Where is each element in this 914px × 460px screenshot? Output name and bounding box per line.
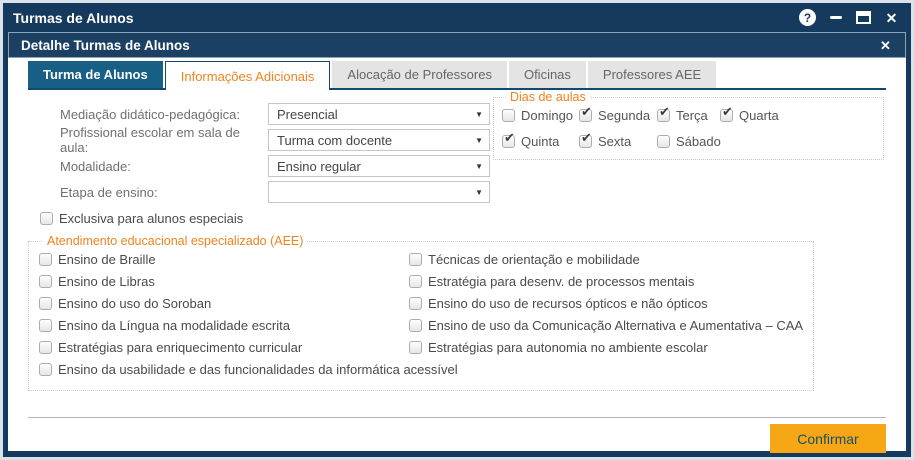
checkbox[interactable] bbox=[579, 135, 592, 148]
days-row-1 bbox=[502, 108, 875, 123]
profissional-select[interactable] bbox=[268, 129, 490, 151]
checkbox[interactable] bbox=[39, 275, 52, 288]
dias-de-aulas-group bbox=[493, 90, 884, 160]
tab-alocacao-de-professores[interactable]: Alocação de Professores bbox=[332, 61, 507, 88]
footer-divider bbox=[28, 417, 886, 418]
window-title: Turmas de Alunos bbox=[13, 9, 134, 26]
aee-checkbox-informatica-acessivel[interactable]: Ensino da usabilidade e das funcionalidades da informática acessível bbox=[39, 362, 409, 377]
checkbox[interactable] bbox=[39, 253, 52, 266]
aee-checkbox-lingua-escrita[interactable]: Ensino da Língua na modalidade escrita bbox=[39, 318, 409, 333]
exclusiva-checkbox-row[interactable] bbox=[40, 211, 886, 226]
checkbox[interactable] bbox=[502, 135, 515, 148]
select-value: Turma com docente bbox=[277, 132, 393, 148]
aee-checkbox-libras[interactable]: Ensino de Libras bbox=[39, 274, 409, 289]
close-icon: ✕ bbox=[885, 9, 898, 26]
mediacao-select[interactable] bbox=[268, 103, 490, 125]
checkbox[interactable] bbox=[409, 319, 422, 332]
chevron-down-icon: ▼ bbox=[475, 135, 483, 145]
aee-checkbox-enriquecimento[interactable]: Estratégias para enriquecimento curricular bbox=[39, 340, 409, 355]
checkbox[interactable] bbox=[39, 363, 52, 376]
day-checkbox-domingo[interactable]: Domingo bbox=[502, 108, 579, 123]
aee-checkbox-recursos-opticos[interactable]: Ensino do uso de recursos ópticos e não ópticos bbox=[409, 296, 803, 311]
checkbox[interactable] bbox=[657, 109, 670, 122]
checkbox[interactable] bbox=[39, 319, 52, 332]
restore-button[interactable] bbox=[854, 8, 873, 27]
select-value: Presencial bbox=[277, 106, 338, 122]
checkbox[interactable] bbox=[657, 135, 670, 148]
tab-strip bbox=[28, 61, 886, 90]
day-checkbox-quinta[interactable]: ✔ Quinta bbox=[502, 134, 579, 149]
aee-checkbox-autonomia[interactable]: Estratégias para autonomia no ambiente escolar bbox=[409, 340, 803, 355]
window-titlebar bbox=[3, 3, 911, 32]
form-section bbox=[28, 90, 886, 206]
checkbox[interactable] bbox=[40, 212, 53, 225]
restore-icon bbox=[856, 11, 871, 24]
day-checkbox-sabado[interactable]: Sábado bbox=[657, 134, 721, 149]
dialog-header bbox=[8, 32, 906, 58]
aee-checkbox-processos-mentais[interactable]: Estratégia para desenv. de processos mentais bbox=[409, 274, 803, 289]
confirm-button[interactable]: Confirmar bbox=[770, 424, 886, 453]
help-button[interactable] bbox=[798, 8, 817, 27]
close-icon: ✕ bbox=[880, 37, 891, 53]
checkbox[interactable] bbox=[579, 109, 592, 122]
days-row-2 bbox=[502, 134, 875, 149]
aee-checkbox-orientacao-mobilidade[interactable]: Técnicas de orientação e mobilidade bbox=[409, 252, 803, 267]
checkbox[interactable] bbox=[39, 297, 52, 310]
minimize-icon bbox=[830, 16, 842, 19]
modalidade-select[interactable] bbox=[268, 155, 490, 177]
aee-columns bbox=[39, 252, 803, 384]
aee-checkbox-braille[interactable]: Ensino de Braille bbox=[39, 252, 409, 267]
dialog-content bbox=[8, 58, 906, 451]
day-checkbox-sexta[interactable]: ✔ Sexta bbox=[579, 134, 657, 149]
field-label: Etapa de ensino: bbox=[60, 184, 158, 200]
aee-legend: Atendimento educacional especializado (AEE) bbox=[47, 234, 304, 248]
aee-column-left bbox=[39, 252, 458, 384]
field-row-etapa bbox=[28, 179, 886, 205]
field-label: Profissional escolar em sala de aula: bbox=[60, 125, 240, 155]
turmas-window bbox=[3, 3, 911, 457]
aee-checkbox-soroban[interactable]: Ensino do uso do Soroban bbox=[39, 296, 409, 311]
checkbox[interactable] bbox=[409, 275, 422, 288]
checkbox[interactable] bbox=[409, 297, 422, 310]
field-label: Mediação didático-pedagógica: bbox=[60, 106, 240, 122]
checkbox[interactable] bbox=[720, 109, 733, 122]
tab-turma-de-alunos[interactable]: Turma de Alunos bbox=[28, 61, 163, 88]
aee-column-right bbox=[409, 252, 803, 384]
dias-de-aulas-legend: Dias de aulas bbox=[510, 90, 586, 104]
etapa-select[interactable] bbox=[268, 181, 490, 203]
day-checkbox-quarta[interactable]: ✔ Quarta bbox=[720, 108, 779, 123]
checkbox[interactable] bbox=[409, 253, 422, 266]
minimize-button[interactable] bbox=[826, 8, 845, 27]
checkbox[interactable] bbox=[39, 341, 52, 354]
field-label: Modalidade: bbox=[60, 158, 131, 174]
chevron-down-icon: ▼ bbox=[475, 161, 483, 171]
chevron-down-icon: ▼ bbox=[475, 109, 483, 119]
aee-checkbox-caa[interactable]: Ensino de uso da Comunicação Alternativa e Aumentativa – CAA bbox=[409, 318, 803, 333]
checkbox[interactable] bbox=[502, 109, 515, 122]
aee-group bbox=[28, 234, 814, 391]
select-value: Ensino regular bbox=[277, 158, 361, 174]
dialog-title: Detalhe Turmas de Alunos bbox=[21, 37, 190, 53]
tab-informacoes-adicionais[interactable]: Informações Adicionais bbox=[165, 61, 331, 90]
checkbox[interactable] bbox=[409, 341, 422, 354]
exclusiva-label: Exclusiva para alunos especiais bbox=[59, 211, 244, 226]
close-window-button[interactable] bbox=[882, 8, 901, 27]
chevron-down-icon: ▼ bbox=[475, 187, 483, 197]
day-checkbox-terca[interactable]: ✔ Terça bbox=[657, 108, 720, 123]
close-dialog-button[interactable] bbox=[876, 36, 895, 55]
tab-oficinas[interactable]: Oficinas bbox=[509, 61, 586, 88]
window-controls bbox=[798, 8, 901, 27]
tab-professores-aee[interactable]: Professores AEE bbox=[588, 61, 716, 88]
help-icon: ? bbox=[799, 9, 816, 26]
day-checkbox-segunda[interactable]: ✔ Segunda bbox=[579, 108, 657, 123]
footer bbox=[28, 424, 886, 453]
